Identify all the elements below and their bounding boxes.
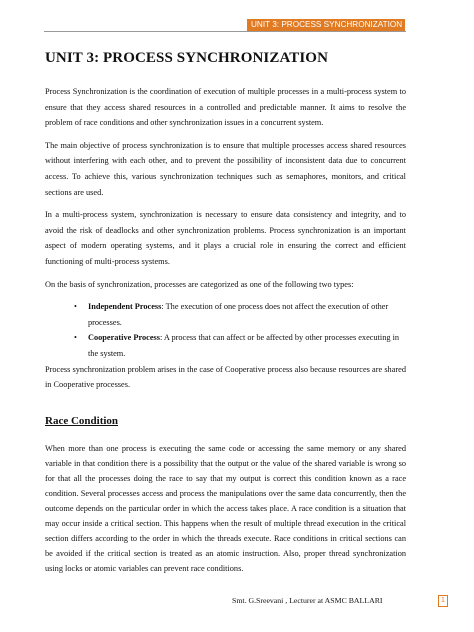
race-condition-section xyxy=(45,415,406,577)
intro-paragraph-4: On the basis of synchronization, processes are categorized as one of the following two types: xyxy=(45,279,354,289)
intro-paragraph-1: Process Synchronization is the coordination of execution of multiple processes in a multi-process system to ensure that they access shared resources in a controlled and predictable manner. It aims to resolve the problem of race conditions and other synchronization issues in a concurrent system. xyxy=(45,87,406,128)
bullet-text: : The execution of one process does not affect the execution of other processes. xyxy=(88,302,389,327)
race-condition-paragraph: When more than one process is executing the same code or accessing the same memory or any shared variable in that condition there is a possibility that the output or the value of the shared variable is wrong so for that all the processes doing the race to say that my output is correct this condition known as a race condition. Several processes access and process the manipulations over the same data concurrently, then the outcome depends on the particular order in which the access takes place. A race condition is a situation that may occur inside a critical section. This happens when the result of multiple thread execution in the critical section differs according to the order in which the threads execute. Race conditions in critical sections can be avoided if the critical section is treated as an atomic instruction. Also, proper thread synchronization using locks or atomic variables can prevent race conditions. xyxy=(45,443,406,574)
page-content xyxy=(45,50,406,584)
bullet-icon: • xyxy=(74,302,77,312)
page-title: UNIT 3: PROCESS SYNCHRONIZATION xyxy=(45,50,329,66)
section-heading: Race Condition xyxy=(45,414,119,427)
running-header: UNIT 3: PROCESS SYNCHRONIZATION xyxy=(247,19,405,31)
bullet-term: Cooperative Process xyxy=(88,333,160,343)
bullet-text: : A process that can affect or be affected by other processes executing in the system. xyxy=(88,333,400,358)
intro-paragraph-3: In a multi-process system, synchronization is necessary to ensure data consistency and integrity, and to avoid the risk of deadlocks and other synchronization problems. Process synchronization is an important aspect of modern operating systems, and it plays a crucial role in ensuring the correct and efficient functioning of multi-process systems. xyxy=(45,210,406,266)
list-item xyxy=(74,330,406,361)
intro-paragraph-2: The main objective of process synchronization is to ensure that multiple processes access shared resources without interfering with each other, and to prevent the possibility of inconsistent data due to concurrent access. To achieve this, various synchronization techniques such as semaphores, monitors, and critical sections are used. xyxy=(45,140,406,197)
list-item xyxy=(74,299,406,330)
bullet-icon: • xyxy=(74,333,77,343)
process-type-list xyxy=(45,299,406,361)
footer-author: Smt. G.Sreevani , Lecturer at ASMC BALLARI xyxy=(232,596,383,605)
bullet-term: Independent Process xyxy=(88,302,162,312)
header-rule xyxy=(44,31,406,32)
page-number: 1 xyxy=(438,595,448,607)
after-bullets-paragraph: Process synchronization problem arises in the case of Cooperative process also because resources are shared in Cooperative processes. xyxy=(45,364,406,390)
